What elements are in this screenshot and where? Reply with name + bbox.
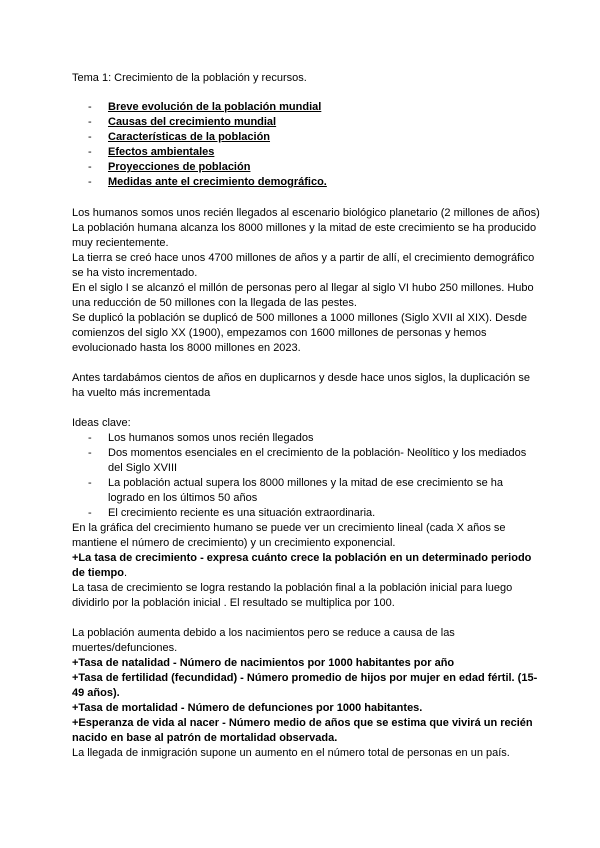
life-expectancy-definition: +Esperanza de vida al nacer - Número medio de años que se estima que vivirá un recién nacido en base al patrón de mortalidad observada.	[72, 717, 533, 744]
toc-item	[88, 100, 542, 115]
population-paragraph: La población aumenta debido a los nacimientos pero se reduce a causa de las muertes/defunciones.	[72, 627, 455, 654]
toc-link-causas[interactable]: Causas del crecimiento mundial	[108, 116, 277, 128]
ideas-heading: Ideas clave:	[72, 417, 131, 429]
dash-bullet: -	[88, 477, 92, 489]
growth-rate-calculation: La tasa de crecimiento se logra restando la población final a la población inicial para luego dividirlo por la población inicial . El resultado se multiplica por 100.	[72, 582, 513, 609]
intro-paragraph: La población humana alcanza los 8000 millones y la mitad de este crecimiento se ha producido muy recientemente.	[72, 222, 537, 249]
dash-bullet: -	[88, 176, 92, 188]
fertility-rate-definition: +Tasa de fertilidad (fecundidad) - Número promedio de hijos por mujer en edad fértil. (15-49 años).	[72, 672, 538, 699]
duplication-paragraph: Antes tardabámos cientos de años en duplicarnos y desde hace unos siglos, la duplicación se ha vuelto más incrementada	[72, 372, 531, 399]
toc-link-proyecciones[interactable]: Proyecciones de población	[108, 161, 251, 173]
growth-rate-definition-end: .	[123, 567, 128, 579]
toc-item	[88, 145, 542, 160]
intro-paragraph: Se duplicó la población se duplicó de 500 millones a 1000 millones (Siglo XVII al XIX). Desde comienzos del siglo XX (1900), empezamos con 1600 millones de personas y hemos evolucionado hasta los 8000 millones en 2023.	[72, 312, 527, 354]
spacer	[72, 611, 542, 626]
dash-bullet: -	[88, 447, 92, 459]
spacer	[72, 356, 542, 371]
key-idea-text: El crecimiento reciente es una situación extraordinaria.	[108, 507, 376, 519]
toc-item	[88, 160, 542, 175]
graph-paragraph: En la gráfica del crecimiento humano se puede ver un crecimiento lineal (cada X años se mantiene el número de crecimiento) y un crecimiento exponencial.	[72, 522, 506, 549]
key-idea-item	[88, 476, 542, 506]
table-of-contents	[88, 100, 542, 190]
birth-rate-definition: +Tasa de natalidad - Número de nacimientos por 1000 habitantes por año	[72, 657, 455, 669]
key-idea-text: La población actual supera los 8000 millones y la mitad de ese crecimiento se ha logrado en los últimos 50 años	[108, 477, 504, 504]
dash-bullet: -	[88, 507, 92, 519]
toc-link-caracteristicas[interactable]: Características de la población	[108, 131, 271, 143]
dash-bullet: -	[88, 146, 92, 158]
toc-link-medidas[interactable]: Medidas ante el crecimiento demográfico.	[108, 176, 327, 188]
spacer	[72, 401, 542, 416]
toc-item	[88, 175, 542, 190]
dash-bullet: -	[88, 131, 92, 143]
key-idea-item	[88, 446, 542, 476]
document-title: Tema 1: Crecimiento de la población y recursos.	[72, 72, 307, 84]
intro-paragraph: En el siglo I se alcanzó el millón de personas pero al llegar al siglo VI hubo 250 millones. Hubo una reducción de 50 millones con la llegada de las pestes.	[72, 282, 534, 309]
key-idea-text: Los humanos somos unos recién llegados	[108, 432, 314, 444]
dash-bullet: -	[88, 116, 92, 128]
growth-rate-definition-bold: +La tasa de crecimiento - expresa cuánto crece la población en un determinado periodo de tiempo	[72, 552, 532, 579]
dash-bullet: -	[88, 101, 92, 113]
mortality-rate-definition: +Tasa de mortalidad - Número de defunciones por 1000 habitantes.	[72, 702, 423, 714]
immigration-paragraph: La llegada de inmigración supone un aumento en el número total de personas en un país.	[72, 747, 510, 759]
key-ideas-list	[88, 431, 542, 521]
growth-rate-definition	[72, 551, 542, 581]
toc-link-efectos[interactable]: Efectos ambientales	[108, 146, 215, 158]
key-idea-item	[88, 506, 542, 521]
key-idea-text: Dos momentos esenciales en el crecimiento de la población- Neolítico y los mediados del Siglo XVIII	[108, 447, 527, 474]
key-idea-item	[88, 431, 542, 446]
toc-item	[88, 115, 542, 130]
dash-bullet: -	[88, 161, 92, 173]
toc-link-evolucion[interactable]: Breve evolución de la población mundial	[108, 101, 322, 113]
intro-paragraph: La tierra se creó hace unos 4700 millones de años y a partir de allí, el crecimiento demográfico se ha visto incrementado.	[72, 252, 535, 279]
document-page	[72, 71, 542, 761]
toc-item	[88, 130, 542, 145]
dash-bullet: -	[88, 432, 92, 444]
intro-paragraph: Los humanos somos unos recién llegados al escenario biológico planetario (2 millones de años)	[72, 207, 540, 219]
